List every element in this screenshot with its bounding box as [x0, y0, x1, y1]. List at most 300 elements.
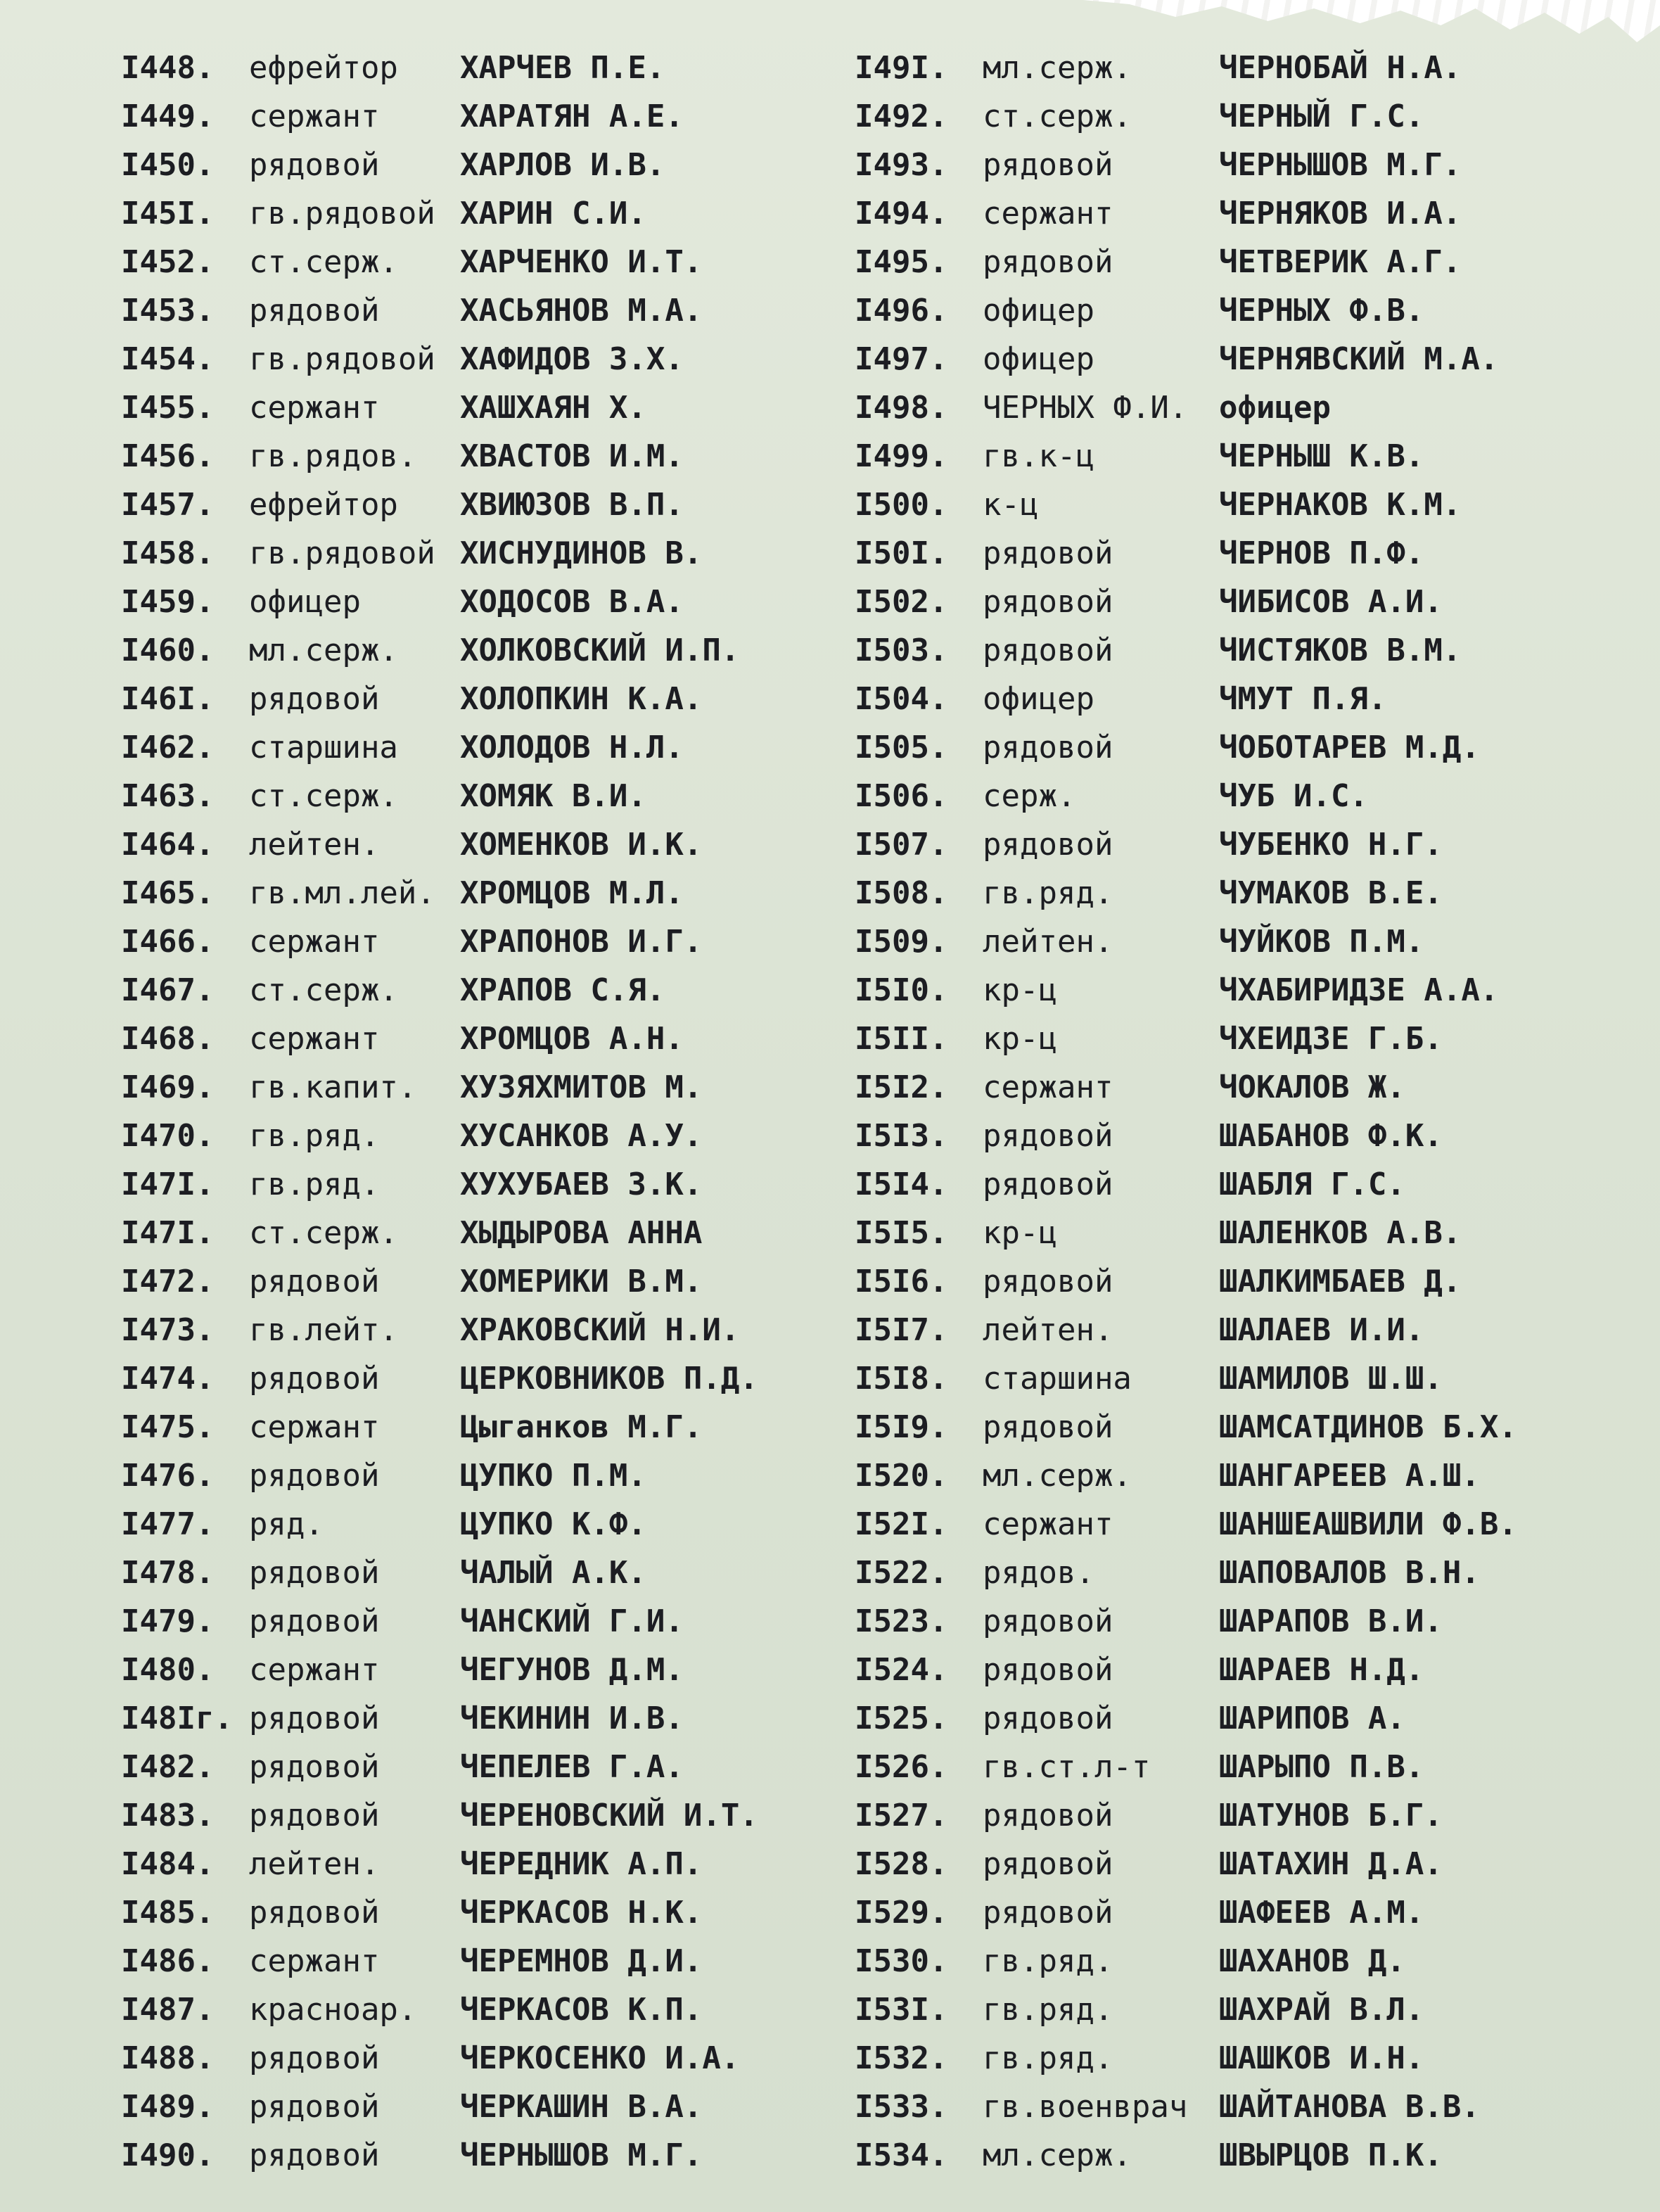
entry-rank: рядовой	[249, 1895, 380, 1931]
entry-rank: ст.серж.	[249, 972, 398, 1008]
entry-name: ХУЗЯХМИТОВ М.	[460, 1069, 703, 1105]
entry-number: I5I4.	[855, 1167, 948, 1202]
list-row	[121, 1646, 838, 1694]
entry-name: ХРАКОВСКИЙ Н.И.	[460, 1312, 740, 1348]
entry-rank: рядовой	[983, 1798, 1113, 1833]
entry-name: ЧЕРКАСОВ Н.К.	[460, 1895, 703, 1931]
list-row	[121, 1743, 838, 1791]
entry-rank: рядовой	[983, 1264, 1113, 1299]
entry-rank: офицер	[249, 584, 361, 620]
list-row	[855, 1257, 1635, 1306]
entry-rank: ст.серж.	[249, 244, 398, 280]
entry-rank: гв.ряд.	[983, 875, 1113, 911]
entry-number: I456.	[121, 438, 215, 474]
entry-number: I489.	[121, 2089, 215, 2125]
list-row	[121, 1257, 838, 1306]
list-row	[121, 92, 838, 141]
list-row	[121, 189, 838, 238]
entry-rank: рядовой	[249, 1361, 380, 1397]
entry-name: ЧОБОТАРЕВ М.Д.	[1219, 730, 1480, 765]
entry-name: ХУХУБАЕВ З.К.	[460, 1167, 703, 1202]
entry-rank: гв.лейт.	[249, 1312, 398, 1348]
entry-rank: лейтен.	[983, 924, 1113, 960]
entry-rank: гв.к-ц	[983, 438, 1094, 474]
entry-name: ЧОКАЛОВ Ж.	[1219, 1069, 1405, 1105]
entry-name: ХАРИН С.И.	[460, 196, 646, 231]
entry-number: I469.	[121, 1069, 215, 1105]
entry-rank: гв.ряд.	[249, 1118, 380, 1154]
entry-rank: гв.ряд.	[983, 1943, 1113, 1979]
entry-name: ЧЕРЕМНОВ Д.И.	[460, 1943, 703, 1979]
list-row	[855, 383, 1635, 432]
right-column	[855, 44, 1635, 2180]
entry-rank: сержант	[249, 1943, 380, 1979]
entry-number: I5I8.	[855, 1361, 948, 1397]
entry-number: I486.	[121, 1943, 215, 1979]
entry-rank: рядовой	[983, 147, 1113, 183]
entry-name: ШАЛЕНКОВ А.В.	[1219, 1215, 1462, 1251]
entry-rank: рядовой	[983, 633, 1113, 668]
entry-name: ХРАПОНОВ И.Г.	[460, 924, 703, 960]
list-row	[121, 1985, 838, 2034]
entry-number: I455.	[121, 390, 215, 426]
entry-number: I487.	[121, 1992, 215, 2028]
entry-name: ХАРАТЯН А.Е.	[460, 98, 684, 134]
entry-rank: гв.рядов.	[249, 438, 417, 474]
entry-name: ЧАЛЫЙ А.К.	[460, 1555, 646, 1591]
entry-name: ШАРИПОВ А.	[1219, 1701, 1405, 1736]
entry-name: ШАХАНОВ Д.	[1219, 1943, 1405, 1979]
entry-rank: сержант	[249, 1652, 380, 1688]
list-row	[121, 1354, 838, 1403]
entry-number: I460.	[121, 633, 215, 668]
left-column	[121, 44, 838, 2180]
entry-name: ХУСАНКОВ А.У.	[460, 1118, 703, 1154]
entry-rank: рядовой	[983, 244, 1113, 280]
entry-number: I533.	[855, 2089, 948, 2125]
entry-rank: кр-ц	[983, 1215, 1057, 1251]
list-row	[121, 238, 838, 286]
entry-rank: рядовой	[983, 1603, 1113, 1639]
entry-name: ЧЕГУНОВ Д.М.	[460, 1652, 684, 1688]
entry-rank: рядовой	[983, 827, 1113, 863]
entry-rank: рядовой	[249, 1749, 380, 1785]
list-row	[121, 1451, 838, 1500]
list-row	[855, 432, 1635, 481]
entry-number: I465.	[121, 875, 215, 911]
entry-name: ШАНШЕАШВИЛИ Ф.В.	[1219, 1506, 1517, 1542]
entry-name: ХАСЬЯНОВ М.А.	[460, 293, 703, 329]
list-row	[855, 966, 1635, 1015]
entry-number: I480.	[121, 1652, 215, 1688]
list-row	[855, 1888, 1635, 1937]
entry-name: ШАЛКИМБАЕВ Д.	[1219, 1264, 1462, 1299]
entry-rank: ефрейтор	[249, 487, 398, 523]
list-row	[855, 141, 1635, 189]
list-row	[855, 1354, 1635, 1403]
entry-number: I457.	[121, 487, 215, 523]
list-row	[121, 286, 838, 335]
entry-number: I479.	[121, 1603, 215, 1639]
list-row	[121, 820, 838, 869]
list-row	[855, 1791, 1635, 1840]
entry-number: I5I5.	[855, 1215, 948, 1251]
entry-name: ШАБАНОВ Ф.К.	[1219, 1118, 1443, 1154]
entry-number: I458.	[121, 535, 215, 571]
list-row	[855, 2034, 1635, 2083]
entry-name: ЧЕРНЯВСКИЙ М.А.	[1219, 341, 1499, 377]
list-row	[855, 2131, 1635, 2180]
entry-rank: кр-ц	[983, 972, 1057, 1008]
entry-number: I502.	[855, 584, 948, 620]
list-row	[855, 1500, 1635, 1549]
entry-number: I47I.	[121, 1167, 215, 1202]
entry-name: ЧАНСКИЙ Г.И.	[460, 1603, 684, 1639]
entry-rank: старшина	[983, 1361, 1132, 1397]
entry-number: I466.	[121, 924, 215, 960]
entry-number: I522.	[855, 1555, 948, 1591]
list-row	[855, 44, 1635, 92]
list-row	[855, 1694, 1635, 1743]
entry-rank: рядовой	[249, 2040, 380, 2076]
entry-number: I49I.	[855, 50, 948, 86]
entry-rank: мл.серж.	[983, 50, 1132, 86]
list-row	[121, 1209, 838, 1257]
list-row	[121, 1063, 838, 1112]
entry-name: ЧЕРКАШИН В.А.	[460, 2089, 703, 2125]
entry-number: I494.	[855, 196, 948, 231]
entry-number: I493.	[855, 147, 948, 183]
entry-rank: мл.серж.	[983, 1458, 1132, 1494]
entry-name: ЧЕРЕНОВСКИЙ И.Т.	[460, 1798, 758, 1833]
list-row	[855, 481, 1635, 529]
entry-rank: сержант	[983, 1069, 1113, 1105]
list-row	[121, 2083, 838, 2131]
entry-name: ХВАСТОВ И.М.	[460, 438, 684, 474]
entry-name: ШАПОВАЛОВ В.Н.	[1219, 1555, 1480, 1591]
entry-rank: рядовой	[983, 1846, 1113, 1882]
list-row	[121, 772, 838, 820]
entry-number: I452.	[121, 244, 215, 280]
entry-name: ЧЕРНЫХ Ф.В.	[1219, 293, 1424, 329]
list-row	[855, 1160, 1635, 1209]
list-row	[121, 1306, 838, 1354]
entry-number: I505.	[855, 730, 948, 765]
entry-name: ХИСНУДИНОВ В.	[460, 535, 703, 571]
entry-number: I462.	[121, 730, 215, 765]
entry-number: I478.	[121, 1555, 215, 1591]
entry-name: ХОЛОДОВ Н.Л.	[460, 730, 684, 765]
entry-name: ХВИЮЗОВ В.П.	[460, 487, 684, 523]
entry-number: I506.	[855, 778, 948, 814]
entry-rank: ефрейтор	[249, 50, 398, 86]
entry-rank: рядовой	[983, 1409, 1113, 1445]
entry-number: I509.	[855, 924, 948, 960]
entry-number: I47I.	[121, 1215, 215, 1251]
list-row	[855, 723, 1635, 772]
entry-name: ЧЕПЕЛЕВ Г.А.	[460, 1749, 684, 1785]
list-row	[855, 1840, 1635, 1888]
entry-rank: рядовой	[983, 1167, 1113, 1202]
entry-rank: ряд.	[249, 1506, 324, 1542]
list-row	[121, 335, 838, 383]
list-row	[855, 238, 1635, 286]
entry-number: I5I9.	[855, 1409, 948, 1445]
entry-rank: рядовой	[249, 293, 380, 329]
list-row	[121, 1160, 838, 1209]
entry-rank: лейтен.	[249, 827, 380, 863]
entry-number: I50I.	[855, 535, 948, 571]
entry-name: ЧЕРКОСЕНКО И.А.	[460, 2040, 740, 2076]
entry-number: I520.	[855, 1458, 948, 1494]
entry-rank: гв.ст.л-т	[983, 1749, 1151, 1785]
entry-number: I495.	[855, 244, 948, 280]
entry-name: ХАРЧЕВ П.Е.	[460, 50, 665, 86]
entry-name: ШАТАХИН Д.А.	[1219, 1846, 1443, 1882]
list-row	[121, 383, 838, 432]
entry-rank: рядовой	[249, 1603, 380, 1639]
entry-number: I498.	[855, 390, 948, 426]
entry-rank: рядовой	[249, 147, 380, 183]
entry-number: I524.	[855, 1652, 948, 1688]
entry-number: I530.	[855, 1943, 948, 1979]
entry-rank: ЧЕРНЫХ Ф.И.	[983, 390, 1188, 426]
list-row	[855, 675, 1635, 723]
entry-rank: рядовой	[249, 2089, 380, 2125]
entry-name: ЧИБИСОВ А.И.	[1219, 584, 1443, 620]
entry-number: I464.	[121, 827, 215, 863]
list-row	[121, 1791, 838, 1840]
entry-name: ХОМЕРИКИ В.М.	[460, 1264, 703, 1299]
entry-name: ШАЙТАНОВА В.В.	[1219, 2089, 1480, 2125]
list-row	[121, 917, 838, 966]
entry-number: I507.	[855, 827, 948, 863]
entry-name: ЧУМАКОВ В.Е.	[1219, 875, 1443, 911]
entry-number: I534.	[855, 2137, 948, 2173]
entry-number: I475.	[121, 1409, 215, 1445]
entry-name: ЧЕРЕДНИК А.П.	[460, 1846, 703, 1882]
entry-rank: рядовой	[249, 1458, 380, 1494]
entry-name: ЧЕТВЕРИК А.Г.	[1219, 244, 1462, 280]
entry-name: ШАЛАЕВ И.И.	[1219, 1312, 1424, 1348]
entry-name: ЧМУТ П.Я.	[1219, 681, 1387, 717]
list-row	[855, 917, 1635, 966]
entry-rank: гв.мл.лей.	[249, 875, 435, 911]
entry-rank: лейтен.	[983, 1312, 1113, 1348]
entry-rank: рядовой	[983, 1895, 1113, 1931]
entry-name: Цыганков М.Г.	[460, 1409, 703, 1445]
entry-rank: гв.рядовой	[249, 196, 435, 231]
entry-number: I526.	[855, 1749, 948, 1785]
list-row	[121, 966, 838, 1015]
list-row	[121, 481, 838, 529]
entry-rank: сержант	[249, 1409, 380, 1445]
entry-number: I497.	[855, 341, 948, 377]
entry-name: ЧЕКИНИН И.В.	[460, 1701, 684, 1736]
list-row	[121, 44, 838, 92]
entry-rank: гв.рядовой	[249, 535, 435, 571]
entry-number: I477.	[121, 1506, 215, 1542]
entry-name: ШАРАПОВ В.И.	[1219, 1603, 1443, 1639]
entry-number: I454.	[121, 341, 215, 377]
entry-name: ШАНГАРЕЕВ А.Ш.	[1219, 1458, 1480, 1494]
torn-edge	[1083, 0, 1660, 42]
entry-rank: сержант	[249, 390, 380, 426]
entry-rank: рядовой	[249, 1555, 380, 1591]
entry-number: I500.	[855, 487, 948, 523]
list-row	[121, 675, 838, 723]
entry-rank: рядовой	[983, 1118, 1113, 1154]
entry-name: ШАХРАЙ В.Л.	[1219, 1992, 1424, 2028]
entry-rank: офицер	[983, 293, 1094, 329]
entry-rank: сержант	[249, 924, 380, 960]
entry-name: ЧЕРНАКОВ К.М.	[1219, 487, 1462, 523]
entry-number: I499.	[855, 438, 948, 474]
list-row	[855, 578, 1635, 626]
list-row	[121, 1694, 838, 1743]
entry-rank: гв.ряд.	[983, 2040, 1113, 2076]
entry-name: ЧУБЕНКО Н.Г.	[1219, 827, 1443, 863]
entry-name: ШАБЛЯ Г.С.	[1219, 1167, 1405, 1202]
entry-rank: рядовой	[249, 1798, 380, 1833]
entry-rank: красноар.	[249, 1992, 417, 2028]
entry-rank: лейтен.	[249, 1846, 380, 1882]
list-row	[855, 335, 1635, 383]
entry-name: ШАФЕЕВ А.М.	[1219, 1895, 1424, 1931]
entry-name: ЧЕРНЫШОВ М.Г.	[460, 2137, 703, 2173]
list-row	[121, 578, 838, 626]
entry-number: I467.	[121, 972, 215, 1008]
entry-rank: рядовой	[983, 535, 1113, 571]
entry-name: офицер	[1219, 390, 1331, 426]
entry-rank: гв.ряд.	[249, 1167, 380, 1202]
entry-number: I5I6.	[855, 1264, 948, 1299]
list-row	[855, 1063, 1635, 1112]
list-row	[121, 141, 838, 189]
list-row	[121, 1403, 838, 1451]
entry-name: ЧЕРНОВ П.Ф.	[1219, 535, 1424, 571]
list-row	[855, 1306, 1635, 1354]
entry-name: ХРОМЦОВ А.Н.	[460, 1021, 684, 1057]
entry-number: I470.	[121, 1118, 215, 1154]
entry-rank: к-ц	[983, 487, 1039, 523]
entry-name: ЧУЙКОВ П.М.	[1219, 924, 1424, 960]
entry-rank: ст.серж.	[249, 778, 398, 814]
entry-rank: рядовой	[249, 1701, 380, 1736]
entry-name: ХАРЛОВ И.В.	[460, 147, 665, 183]
entry-name: ХОЛКОВСКИЙ И.П.	[460, 633, 740, 668]
entry-number: I449.	[121, 98, 215, 134]
entry-name: ХЫДЫРОВА АННА	[460, 1215, 703, 1251]
list-row	[121, 2131, 838, 2180]
entry-number: I450.	[121, 147, 215, 183]
entry-name: ХАРЧЕНКО И.Т.	[460, 244, 703, 280]
list-row	[855, 1112, 1635, 1160]
list-row	[855, 626, 1635, 675]
entry-number: I504.	[855, 681, 948, 717]
entry-name: ШАРЫПО П.В.	[1219, 1749, 1424, 1785]
entry-name: ЧЕРНЫЙ Г.С.	[1219, 98, 1424, 134]
entry-name: ХРОМЦОВ М.Л.	[460, 875, 684, 911]
entry-number: I473.	[121, 1312, 215, 1348]
entry-rank: сержант	[983, 1506, 1113, 1542]
entry-name: ШАМИЛОВ Ш.Ш.	[1219, 1361, 1443, 1397]
entry-rank: сержант	[249, 98, 380, 134]
list-row	[121, 626, 838, 675]
entry-number: I488.	[121, 2040, 215, 2076]
list-row	[855, 869, 1635, 917]
list-row	[855, 1403, 1635, 1451]
list-row	[121, 1015, 838, 1063]
entry-rank: офицер	[983, 341, 1094, 377]
entry-number: I484.	[121, 1846, 215, 1882]
list-row	[855, 2083, 1635, 2131]
list-row	[855, 529, 1635, 578]
entry-name: ХАФИДОВ З.Х.	[460, 341, 684, 377]
entry-name: ХРАПОВ С.Я.	[460, 972, 665, 1008]
list-row	[121, 1597, 838, 1646]
entry-number: I527.	[855, 1798, 948, 1833]
entry-rank: гв.военврач	[983, 2089, 1188, 2125]
entry-rank: кр-ц	[983, 1021, 1057, 1057]
entry-number: I5I0.	[855, 972, 948, 1008]
entry-number: I485.	[121, 1895, 215, 1931]
list-row	[121, 1937, 838, 1985]
entry-rank: ст.серж.	[249, 1215, 398, 1251]
entry-number: I53I.	[855, 1992, 948, 2028]
entry-number: I463.	[121, 778, 215, 814]
list-row	[121, 869, 838, 917]
list-row	[121, 1500, 838, 1549]
entry-number: I490.	[121, 2137, 215, 2173]
entry-number: I508.	[855, 875, 948, 911]
entry-number: I525.	[855, 1701, 948, 1736]
entry-number: I492.	[855, 98, 948, 134]
list-row	[855, 1209, 1635, 1257]
entry-rank: старшина	[249, 730, 398, 765]
list-row	[855, 1597, 1635, 1646]
entry-rank: сержант	[249, 1021, 380, 1057]
entry-name: ШАШКОВ И.Н.	[1219, 2040, 1424, 2076]
list-row	[121, 1549, 838, 1597]
entry-name: ШАРАЕВ Н.Д.	[1219, 1652, 1424, 1688]
entry-name: ШАТУНОВ Б.Г.	[1219, 1798, 1443, 1833]
entry-name: ХОМЯК В.И.	[460, 778, 646, 814]
entry-number: I468.	[121, 1021, 215, 1057]
list-row	[121, 529, 838, 578]
entry-number: I483.	[121, 1798, 215, 1833]
list-row	[855, 286, 1635, 335]
entry-name: ЧЕРНЫШ К.В.	[1219, 438, 1424, 474]
entry-number: I476.	[121, 1458, 215, 1494]
entry-name: ХОЛОПКИН К.А.	[460, 681, 703, 717]
entry-rank: мл.серж.	[249, 633, 398, 668]
entry-rank: офицер	[983, 681, 1094, 717]
list-row	[855, 1937, 1635, 1985]
entry-number: I5II.	[855, 1021, 948, 1057]
entry-number: I5I3.	[855, 1118, 948, 1154]
entry-name: ЦЕРКОВНИКОВ П.Д.	[460, 1361, 758, 1397]
entry-rank: мл.серж.	[983, 2137, 1132, 2173]
entry-rank: рядовой	[249, 1264, 380, 1299]
entry-number: I523.	[855, 1603, 948, 1639]
entry-number: I472.	[121, 1264, 215, 1299]
entry-name: ЧИСТЯКОВ В.М.	[1219, 633, 1462, 668]
entry-name: ЧЕРНЫШОВ М.Г.	[1219, 147, 1462, 183]
entry-number: I5I7.	[855, 1312, 948, 1348]
list-row	[855, 1985, 1635, 2034]
entry-name: ШВЫРЦОВ П.К.	[1219, 2137, 1443, 2173]
